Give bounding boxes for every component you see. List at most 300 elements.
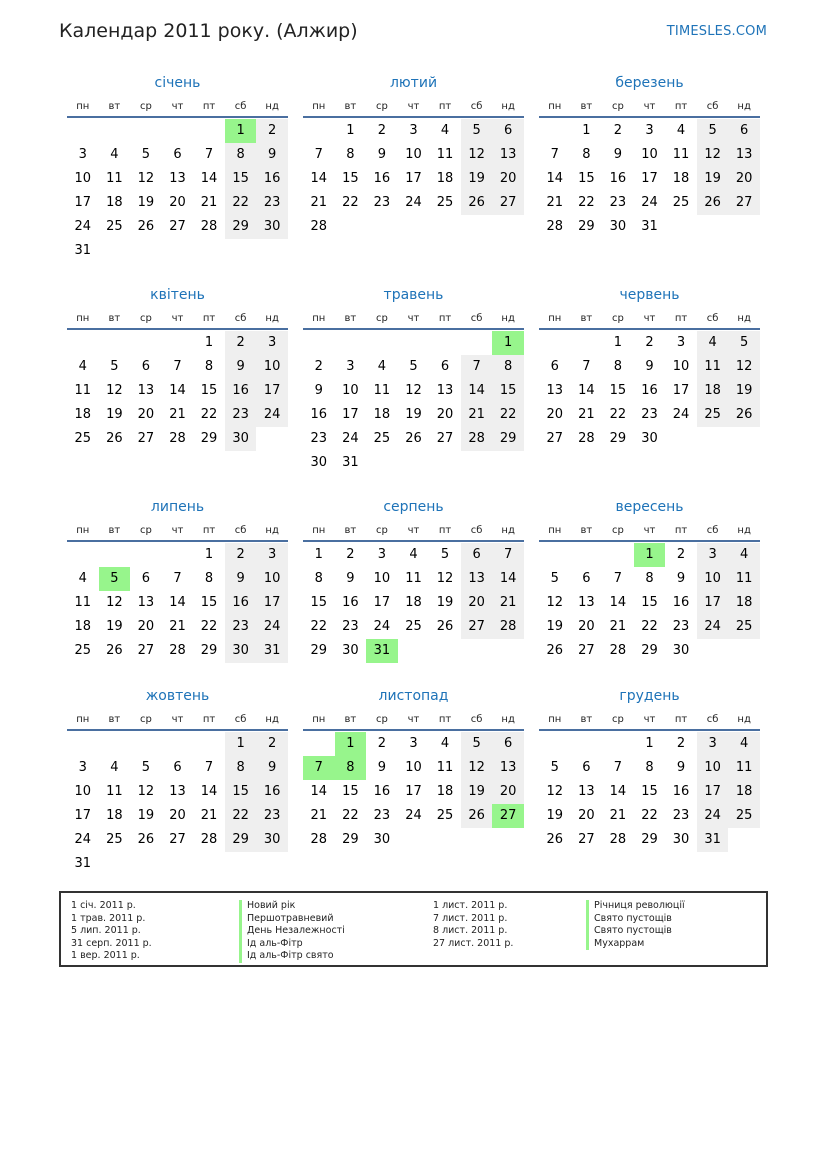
- day-cell[interactable]: 13: [137, 595, 155, 610]
- day-cell[interactable]: 11: [74, 595, 92, 610]
- day-cell[interactable]: 30: [342, 643, 359, 658]
- weekend-day-cell[interactable]: 5: [697, 119, 729, 143]
- day-cell[interactable]: 22: [641, 808, 658, 823]
- day-cell[interactable]: 12: [546, 784, 564, 799]
- day-cell[interactable]: 12: [137, 171, 155, 186]
- weekend-day-cell[interactable]: 19: [728, 379, 760, 403]
- day-cell[interactable]: 28: [169, 643, 186, 658]
- day-cell[interactable]: 18: [106, 808, 123, 823]
- day-cell[interactable]: 24: [373, 619, 391, 634]
- weekend-day-cell[interactable]: 11: [728, 756, 760, 780]
- day-cell[interactable]: 21: [169, 407, 186, 422]
- day-cell[interactable]: 3: [78, 147, 87, 162]
- day-cell[interactable]: 1: [204, 335, 214, 350]
- day-cell[interactable]: 20: [137, 619, 155, 634]
- day-cell[interactable]: 19: [436, 595, 454, 610]
- weekend-day-cell[interactable]: 4: [697, 331, 729, 355]
- day-cell[interactable]: 28: [200, 832, 218, 847]
- day-cell[interactable]: 9: [314, 383, 323, 398]
- day-cell[interactable]: 7: [314, 147, 323, 162]
- weekend-day-cell[interactable]: 18: [728, 591, 760, 615]
- weekend-day-cell[interactable]: 28: [492, 615, 524, 639]
- day-cell[interactable]: 23: [609, 195, 627, 210]
- day-cell[interactable]: 15: [609, 383, 627, 398]
- day-cell[interactable]: 9: [676, 571, 686, 586]
- weekend-day-cell[interactable]: 8: [492, 355, 524, 379]
- day-cell[interactable]: 6: [440, 359, 450, 374]
- day-cell[interactable]: 17: [342, 407, 359, 422]
- day-cell[interactable]: 3: [346, 359, 355, 374]
- day-cell[interactable]: 4: [110, 147, 119, 162]
- day-cell[interactable]: 27: [436, 431, 454, 446]
- day-cell[interactable]: 5: [141, 147, 151, 162]
- day-cell[interactable]: 27: [137, 643, 155, 658]
- weekend-day-cell[interactable]: 3: [256, 331, 288, 355]
- day-cell[interactable]: 27: [169, 832, 186, 847]
- day-cell[interactable]: 6: [582, 571, 591, 586]
- day-cell[interactable]: 6: [550, 359, 559, 374]
- day-cell[interactable]: 26: [405, 431, 422, 446]
- day-cell[interactable]: 21: [169, 619, 186, 634]
- day-cell[interactable]: 7: [613, 760, 623, 775]
- weekend-day-cell[interactable]: 30: [256, 215, 288, 239]
- day-cell[interactable]: 22: [578, 195, 595, 210]
- holiday-day-cell[interactable]: 8: [335, 756, 367, 780]
- day-cell[interactable]: 22: [342, 195, 359, 210]
- day-cell[interactable]: 27: [578, 832, 595, 847]
- weekend-day-cell[interactable]: 10: [256, 567, 288, 591]
- day-cell[interactable]: 29: [200, 431, 218, 446]
- day-cell[interactable]: 29: [342, 832, 359, 847]
- day-cell[interactable]: 17: [74, 195, 92, 210]
- weekend-day-cell[interactable]: 30: [225, 427, 257, 451]
- weekend-day-cell[interactable]: 29: [492, 427, 524, 451]
- day-cell[interactable]: 13: [578, 595, 595, 610]
- weekend-day-cell[interactable]: 11: [728, 567, 760, 591]
- day-cell[interactable]: 20: [137, 407, 155, 422]
- day-cell[interactable]: 25: [106, 832, 123, 847]
- weekend-day-cell[interactable]: 4: [728, 543, 760, 567]
- day-cell[interactable]: 2: [676, 736, 686, 751]
- weekend-day-cell[interactable]: 19: [697, 167, 729, 191]
- day-cell[interactable]: 19: [546, 808, 564, 823]
- day-cell[interactable]: 14: [200, 784, 218, 799]
- day-cell[interactable]: 30: [310, 455, 328, 470]
- day-cell[interactable]: 4: [440, 736, 450, 751]
- weekend-day-cell[interactable]: 11: [697, 355, 729, 379]
- weekend-day-cell[interactable]: 4: [728, 732, 760, 756]
- day-cell[interactable]: 26: [546, 832, 564, 847]
- day-cell[interactable]: 24: [405, 808, 422, 823]
- day-cell[interactable]: 13: [137, 383, 155, 398]
- weekend-day-cell[interactable]: 22: [225, 804, 257, 828]
- day-cell[interactable]: 26: [106, 643, 123, 658]
- day-cell[interactable]: 4: [110, 760, 119, 775]
- holiday-day-cell[interactable]: 1: [634, 543, 666, 567]
- day-cell[interactable]: 22: [342, 808, 359, 823]
- day-cell[interactable]: 22: [641, 619, 658, 634]
- day-cell[interactable]: 22: [200, 619, 218, 634]
- day-cell[interactable]: 23: [672, 808, 690, 823]
- day-cell[interactable]: 16: [672, 595, 690, 610]
- weekend-day-cell[interactable]: 28: [461, 427, 493, 451]
- day-cell[interactable]: 2: [613, 123, 623, 138]
- day-cell[interactable]: 10: [405, 147, 422, 162]
- day-cell[interactable]: 29: [310, 643, 328, 658]
- weekend-day-cell[interactable]: 24: [256, 403, 288, 427]
- weekend-day-cell[interactable]: 30: [225, 639, 257, 663]
- day-cell[interactable]: 19: [106, 407, 123, 422]
- day-cell[interactable]: 16: [373, 171, 391, 186]
- day-cell[interactable]: 4: [78, 359, 87, 374]
- holiday-day-cell[interactable]: 7: [303, 756, 335, 780]
- weekend-day-cell[interactable]: 23: [225, 615, 257, 639]
- day-cell[interactable]: 18: [436, 784, 454, 799]
- weekend-day-cell[interactable]: 1: [225, 732, 257, 756]
- day-cell[interactable]: 23: [342, 619, 359, 634]
- weekend-day-cell[interactable]: 6: [461, 543, 493, 567]
- weekend-day-cell[interactable]: 22: [225, 191, 257, 215]
- day-cell[interactable]: 18: [672, 171, 690, 186]
- day-cell[interactable]: 9: [676, 760, 686, 775]
- weekend-day-cell[interactable]: 26: [697, 191, 729, 215]
- day-cell[interactable]: 30: [641, 431, 658, 446]
- day-cell[interactable]: 8: [204, 571, 214, 586]
- day-cell[interactable]: 15: [641, 784, 658, 799]
- day-cell[interactable]: 19: [137, 195, 155, 210]
- day-cell[interactable]: 24: [74, 832, 92, 847]
- day-cell[interactable]: 21: [609, 619, 627, 634]
- day-cell[interactable]: 24: [74, 219, 92, 234]
- day-cell[interactable]: 11: [106, 171, 123, 186]
- weekend-day-cell[interactable]: 14: [492, 567, 524, 591]
- weekend-day-cell[interactable]: 18: [728, 780, 760, 804]
- day-cell[interactable]: 11: [436, 760, 454, 775]
- day-cell[interactable]: 1: [314, 547, 323, 562]
- day-cell[interactable]: 10: [342, 383, 359, 398]
- day-cell[interactable]: 10: [74, 171, 92, 186]
- day-cell[interactable]: 15: [200, 595, 218, 610]
- day-cell[interactable]: 16: [342, 595, 359, 610]
- day-cell[interactable]: 16: [641, 383, 658, 398]
- day-cell[interactable]: 20: [436, 407, 454, 422]
- weekend-day-cell[interactable]: 20: [492, 167, 524, 191]
- day-cell[interactable]: 12: [137, 784, 155, 799]
- day-cell[interactable]: 8: [204, 359, 214, 374]
- weekend-day-cell[interactable]: 17: [256, 379, 288, 403]
- day-cell[interactable]: 3: [409, 736, 418, 751]
- weekend-day-cell[interactable]: 9: [256, 143, 288, 167]
- day-cell[interactable]: 13: [546, 383, 564, 398]
- weekend-day-cell[interactable]: 12: [728, 355, 760, 379]
- day-cell[interactable]: 13: [578, 784, 595, 799]
- day-cell[interactable]: 30: [672, 643, 690, 658]
- weekend-day-cell[interactable]: 19: [461, 780, 493, 804]
- weekend-day-cell[interactable]: 6: [728, 119, 760, 143]
- holiday-day-cell[interactable]: 31: [366, 639, 398, 663]
- weekend-day-cell[interactable]: 16: [256, 780, 288, 804]
- day-cell[interactable]: 17: [641, 171, 658, 186]
- day-cell[interactable]: 4: [676, 123, 686, 138]
- day-cell[interactable]: 12: [106, 595, 123, 610]
- day-cell[interactable]: 5: [550, 571, 559, 586]
- day-cell[interactable]: 23: [373, 808, 391, 823]
- weekend-day-cell[interactable]: 21: [461, 403, 493, 427]
- day-cell[interactable]: 19: [546, 619, 564, 634]
- day-cell[interactable]: 28: [310, 219, 328, 234]
- weekend-day-cell[interactable]: 10: [697, 756, 729, 780]
- day-cell[interactable]: 19: [137, 808, 155, 823]
- day-cell[interactable]: 20: [169, 195, 186, 210]
- day-cell[interactable]: 21: [578, 407, 595, 422]
- day-cell[interactable]: 25: [436, 808, 454, 823]
- day-cell[interactable]: 25: [74, 431, 92, 446]
- day-cell[interactable]: 28: [200, 219, 218, 234]
- weekend-day-cell[interactable]: 27: [728, 191, 760, 215]
- day-cell[interactable]: 26: [436, 619, 454, 634]
- day-cell[interactable]: 1: [582, 123, 591, 138]
- brand-link[interactable]: TIMESLES.COM: [666, 24, 767, 39]
- weekend-day-cell[interactable]: 13: [728, 143, 760, 167]
- day-cell[interactable]: 7: [550, 147, 559, 162]
- day-cell[interactable]: 11: [74, 383, 92, 398]
- day-cell[interactable]: 1: [645, 736, 654, 751]
- day-cell[interactable]: 17: [672, 383, 690, 398]
- day-cell[interactable]: 14: [609, 595, 627, 610]
- day-cell[interactable]: 12: [436, 571, 454, 586]
- day-cell[interactable]: 16: [672, 784, 690, 799]
- weekend-day-cell[interactable]: 16: [256, 167, 288, 191]
- day-cell[interactable]: 16: [609, 171, 627, 186]
- day-cell[interactable]: 4: [409, 547, 418, 562]
- day-cell[interactable]: 12: [405, 383, 422, 398]
- day-cell[interactable]: 30: [609, 219, 627, 234]
- weekend-day-cell[interactable]: 16: [225, 591, 257, 615]
- day-cell[interactable]: 28: [169, 431, 186, 446]
- day-cell[interactable]: 21: [200, 808, 218, 823]
- weekend-day-cell[interactable]: 2: [256, 119, 288, 143]
- weekend-day-cell[interactable]: 25: [697, 403, 729, 427]
- day-cell[interactable]: 6: [141, 571, 151, 586]
- day-cell[interactable]: 3: [676, 335, 686, 350]
- day-cell[interactable]: 5: [409, 359, 418, 374]
- day-cell[interactable]: 11: [106, 784, 123, 799]
- weekend-day-cell[interactable]: 26: [461, 191, 493, 215]
- day-cell[interactable]: 29: [578, 219, 595, 234]
- holiday-day-cell[interactable]: 1: [225, 119, 257, 143]
- day-cell[interactable]: 8: [645, 571, 654, 586]
- weekend-day-cell[interactable]: 15: [492, 379, 524, 403]
- day-cell[interactable]: 25: [436, 195, 454, 210]
- day-cell[interactable]: 20: [578, 808, 595, 823]
- day-cell[interactable]: 22: [200, 407, 218, 422]
- weekend-day-cell[interactable]: 14: [461, 379, 493, 403]
- day-cell[interactable]: 11: [373, 383, 391, 398]
- weekend-day-cell[interactable]: 8: [225, 143, 257, 167]
- weekend-day-cell[interactable]: 30: [256, 828, 288, 852]
- day-cell[interactable]: 11: [405, 571, 422, 586]
- day-cell[interactable]: 17: [405, 171, 422, 186]
- day-cell[interactable]: 6: [141, 359, 151, 374]
- day-cell[interactable]: 28: [609, 643, 627, 658]
- weekend-day-cell[interactable]: 24: [697, 615, 729, 639]
- day-cell[interactable]: 13: [436, 383, 454, 398]
- day-cell[interactable]: 16: [373, 784, 391, 799]
- weekend-day-cell[interactable]: 5: [461, 732, 493, 756]
- weekend-day-cell[interactable]: 16: [225, 379, 257, 403]
- day-cell[interactable]: 29: [609, 431, 627, 446]
- weekend-day-cell[interactable]: 12: [697, 143, 729, 167]
- day-cell[interactable]: 20: [578, 619, 595, 634]
- day-cell[interactable]: 18: [74, 619, 92, 634]
- day-cell[interactable]: 20: [546, 407, 564, 422]
- day-cell[interactable]: 7: [204, 147, 214, 162]
- weekend-day-cell[interactable]: 15: [225, 167, 257, 191]
- weekend-day-cell[interactable]: 3: [697, 543, 729, 567]
- weekend-day-cell[interactable]: 7: [492, 543, 524, 567]
- day-cell[interactable]: 30: [672, 832, 690, 847]
- day-cell[interactable]: 7: [582, 359, 591, 374]
- day-cell[interactable]: 5: [110, 359, 119, 374]
- weekend-day-cell[interactable]: 17: [256, 591, 288, 615]
- day-cell[interactable]: 12: [106, 383, 123, 398]
- day-cell[interactable]: 18: [106, 195, 123, 210]
- weekend-day-cell[interactable]: 20: [492, 780, 524, 804]
- day-cell[interactable]: 23: [310, 431, 328, 446]
- day-cell[interactable]: 25: [373, 431, 391, 446]
- day-cell[interactable]: 9: [346, 571, 355, 586]
- day-cell[interactable]: 25: [672, 195, 690, 210]
- day-cell[interactable]: 28: [546, 219, 564, 234]
- weekend-day-cell[interactable]: 20: [728, 167, 760, 191]
- day-cell[interactable]: 18: [74, 407, 92, 422]
- day-cell[interactable]: 10: [672, 359, 690, 374]
- day-cell[interactable]: 27: [137, 431, 155, 446]
- day-cell[interactable]: 9: [613, 147, 623, 162]
- day-cell[interactable]: 29: [641, 832, 658, 847]
- day-cell[interactable]: 10: [641, 147, 658, 162]
- day-cell[interactable]: 17: [74, 808, 92, 823]
- weekend-day-cell[interactable]: 29: [225, 215, 257, 239]
- weekend-day-cell[interactable]: 31: [256, 639, 288, 663]
- day-cell[interactable]: 17: [373, 595, 391, 610]
- weekend-day-cell[interactable]: 2: [225, 331, 257, 355]
- day-cell[interactable]: 21: [310, 195, 328, 210]
- day-cell[interactable]: 5: [550, 760, 559, 775]
- weekend-day-cell[interactable]: 24: [256, 615, 288, 639]
- day-cell[interactable]: 6: [582, 760, 591, 775]
- day-cell[interactable]: 25: [405, 619, 422, 634]
- day-cell[interactable]: 18: [373, 407, 391, 422]
- day-cell[interactable]: 2: [314, 359, 323, 374]
- day-cell[interactable]: 13: [169, 784, 186, 799]
- weekend-day-cell[interactable]: 27: [492, 191, 524, 215]
- day-cell[interactable]: 31: [342, 455, 359, 470]
- weekend-day-cell[interactable]: 3: [697, 732, 729, 756]
- weekend-day-cell[interactable]: 26: [728, 403, 760, 427]
- day-cell[interactable]: 11: [672, 147, 690, 162]
- day-cell[interactable]: 13: [169, 171, 186, 186]
- weekend-day-cell[interactable]: 22: [492, 403, 524, 427]
- day-cell[interactable]: 7: [173, 359, 182, 374]
- day-cell[interactable]: 14: [310, 171, 328, 186]
- day-cell[interactable]: 11: [436, 147, 454, 162]
- weekend-day-cell[interactable]: 9: [225, 567, 257, 591]
- weekend-day-cell[interactable]: 17: [697, 780, 729, 804]
- weekend-day-cell[interactable]: 13: [492, 756, 524, 780]
- day-cell[interactable]: 1: [204, 547, 214, 562]
- day-cell[interactable]: 10: [373, 571, 391, 586]
- weekend-day-cell[interactable]: 24: [697, 804, 729, 828]
- weekend-day-cell[interactable]: 13: [492, 143, 524, 167]
- day-cell[interactable]: 24: [641, 195, 658, 210]
- day-cell[interactable]: 1: [346, 123, 355, 138]
- day-cell[interactable]: 26: [546, 643, 564, 658]
- day-cell[interactable]: 5: [141, 760, 151, 775]
- day-cell[interactable]: 15: [342, 171, 359, 186]
- weekend-day-cell[interactable]: 23: [225, 403, 257, 427]
- day-cell[interactable]: 22: [609, 407, 627, 422]
- day-cell[interactable]: 21: [609, 808, 627, 823]
- holiday-day-cell[interactable]: 27: [492, 804, 524, 828]
- holiday-day-cell[interactable]: 1: [335, 732, 367, 756]
- day-cell[interactable]: 3: [645, 123, 654, 138]
- weekend-day-cell[interactable]: 15: [225, 780, 257, 804]
- day-cell[interactable]: 27: [546, 431, 564, 446]
- day-cell[interactable]: 8: [582, 147, 591, 162]
- day-cell[interactable]: 2: [346, 547, 355, 562]
- weekend-day-cell[interactable]: 12: [461, 756, 493, 780]
- day-cell[interactable]: 4: [78, 571, 87, 586]
- day-cell[interactable]: 31: [74, 243, 92, 258]
- holiday-day-cell[interactable]: 1: [492, 331, 524, 355]
- day-cell[interactable]: 29: [641, 643, 658, 658]
- weekend-day-cell[interactable]: 31: [697, 828, 729, 852]
- day-cell[interactable]: 15: [342, 784, 359, 799]
- day-cell[interactable]: 5: [440, 547, 450, 562]
- weekend-day-cell[interactable]: 10: [697, 567, 729, 591]
- day-cell[interactable]: 17: [405, 784, 422, 799]
- weekend-day-cell[interactable]: 8: [225, 756, 257, 780]
- day-cell[interactable]: 14: [200, 171, 218, 186]
- weekend-day-cell[interactable]: 18: [697, 379, 729, 403]
- day-cell[interactable]: 25: [74, 643, 92, 658]
- weekend-day-cell[interactable]: 5: [461, 119, 493, 143]
- day-cell[interactable]: 7: [613, 571, 623, 586]
- day-cell[interactable]: 23: [641, 407, 658, 422]
- day-cell[interactable]: 4: [440, 123, 450, 138]
- weekend-day-cell[interactable]: 2: [256, 732, 288, 756]
- weekend-day-cell[interactable]: 10: [256, 355, 288, 379]
- day-cell[interactable]: 23: [373, 195, 391, 210]
- weekend-day-cell[interactable]: 3: [256, 543, 288, 567]
- day-cell[interactable]: 8: [645, 760, 654, 775]
- weekend-day-cell[interactable]: 17: [697, 591, 729, 615]
- day-cell[interactable]: 16: [310, 407, 328, 422]
- day-cell[interactable]: 14: [578, 383, 595, 398]
- weekend-day-cell[interactable]: 9: [225, 355, 257, 379]
- day-cell[interactable]: 7: [173, 571, 182, 586]
- day-cell[interactable]: 14: [609, 784, 627, 799]
- day-cell[interactable]: 4: [377, 359, 387, 374]
- weekend-day-cell[interactable]: 9: [256, 756, 288, 780]
- day-cell[interactable]: 26: [106, 431, 123, 446]
- day-cell[interactable]: 14: [310, 784, 328, 799]
- day-cell[interactable]: 26: [137, 219, 155, 234]
- day-cell[interactable]: 20: [169, 808, 186, 823]
- day-cell[interactable]: 21: [310, 808, 328, 823]
- weekend-day-cell[interactable]: 21: [492, 591, 524, 615]
